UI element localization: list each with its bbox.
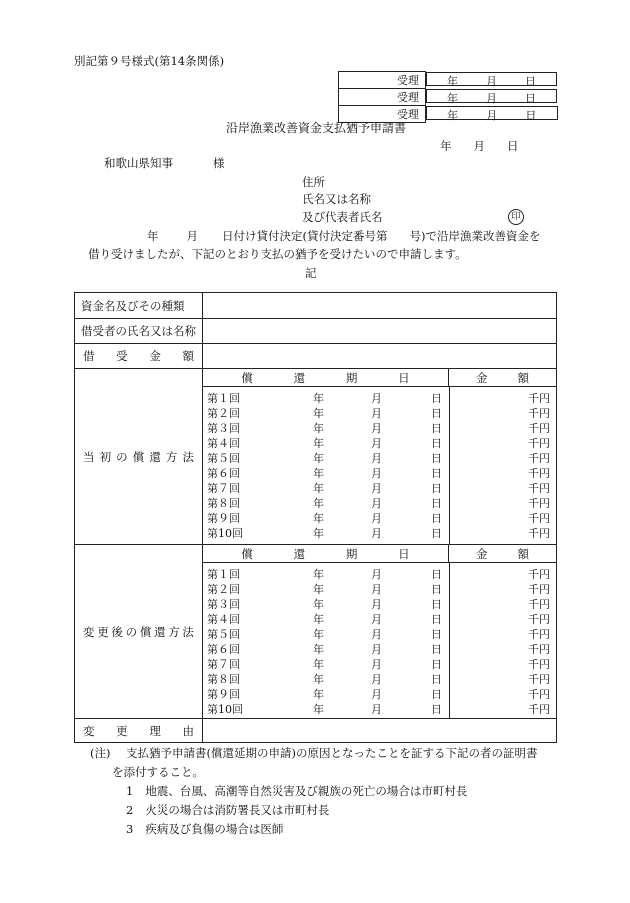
day-unit: 日: [431, 673, 442, 686]
installment-label: 第10回: [207, 527, 243, 540]
addressee: 和歌山県知事 様: [104, 156, 225, 170]
year-unit: 年: [313, 482, 324, 495]
fund-name-label: 資金名及びその種類: [75, 293, 203, 318]
year-unit: 年: [313, 568, 324, 581]
installment-row[interactable]: [203, 699, 556, 714]
seal-mark: 印: [508, 209, 524, 225]
year-unit: 年: [313, 628, 324, 641]
installment-label: 第４回: [207, 437, 240, 450]
application-date[interactable]: 年 月 日: [440, 139, 519, 153]
borrower-label: 借受者の氏名又は名称: [75, 319, 203, 343]
fund-name-row: [75, 293, 556, 319]
day-unit: 日: [431, 688, 442, 701]
receipt-row: [339, 72, 558, 89]
installment-row[interactable]: [203, 624, 556, 639]
receipt-date[interactable]: 年 月 日: [426, 72, 557, 86]
installment-row[interactable]: [203, 388, 556, 403]
notes-item: 1 地震、台風、高潮等自然災害及び親族の死亡の場合は市町村長: [126, 784, 468, 798]
year-unit: 年: [313, 673, 324, 686]
amount-unit: 千円: [528, 422, 550, 435]
installment-label: 第６回: [207, 643, 240, 656]
installment-row[interactable]: [203, 448, 556, 463]
year-unit: 年: [313, 583, 324, 596]
document-title: 沿岸漁業改善資金支払猶予申請書: [226, 121, 407, 135]
receipt-date[interactable]: 年 月 日: [426, 106, 558, 120]
day-unit: 日: [431, 703, 442, 716]
changed-repayment-section: [75, 545, 556, 719]
month-unit: 月: [371, 422, 382, 435]
change-reason-field[interactable]: [203, 719, 556, 742]
month-unit: 月: [371, 467, 382, 480]
amount-unit: 千円: [528, 703, 550, 716]
borrower-row: [75, 319, 556, 344]
receipt-date[interactable]: 年 月 日: [426, 89, 557, 103]
loan-amount-field[interactable]: [203, 344, 556, 368]
month-unit: 月: [371, 703, 382, 716]
amount-unit: 千円: [528, 688, 550, 701]
ki-mark: 記: [305, 266, 317, 280]
installment-row[interactable]: [203, 609, 556, 624]
installment-label: 第１回: [207, 392, 240, 405]
day-unit: 日: [431, 422, 442, 435]
application-table: [74, 292, 557, 743]
year-unit: 年: [313, 658, 324, 671]
installment-label: 第８回: [207, 497, 240, 510]
change-reason-row: [75, 719, 556, 742]
installment-label: 第９回: [207, 688, 240, 701]
amount-unit: 千円: [528, 407, 550, 420]
year-unit: 年: [313, 392, 324, 405]
year-unit: 年: [313, 643, 324, 656]
month-unit: 月: [371, 407, 382, 420]
installment-row[interactable]: [203, 523, 556, 538]
day-unit: 日: [431, 512, 442, 525]
change-reason-label: 変 更 理 由: [75, 719, 203, 742]
form-id: 別記第９号様式(第14条関係): [74, 54, 225, 68]
amount-header: 金 額: [476, 370, 529, 385]
installment-row[interactable]: [203, 508, 556, 523]
installment-row[interactable]: [203, 669, 556, 684]
body-line-2: 借り受けましたが、下記のとおり支払の猶予を受けたいので申請します。: [88, 247, 467, 261]
installment-label: 第３回: [207, 598, 240, 611]
month-unit: 月: [371, 583, 382, 596]
original-repayment-label: 当 初 の 償 還 方 法: [75, 369, 203, 544]
installment-label: 第５回: [207, 628, 240, 641]
receipt-label: 受理: [339, 72, 426, 89]
day-unit: 日: [431, 467, 442, 480]
installment-row[interactable]: [203, 463, 556, 478]
day-unit: 日: [431, 407, 442, 420]
amount-unit: 千円: [528, 598, 550, 611]
year-unit: 年: [313, 512, 324, 525]
amount-unit: 千円: [528, 527, 550, 540]
schedule-header: [203, 545, 556, 563]
day-unit: 日: [431, 613, 442, 626]
installment-label: 第６回: [207, 467, 240, 480]
day-unit: 日: [431, 583, 442, 596]
installment-label: 第８回: [207, 673, 240, 686]
amount-unit: 千円: [528, 497, 550, 510]
month-unit: 月: [371, 482, 382, 495]
notes-prefix: (注): [90, 746, 111, 760]
year-unit: 年: [313, 703, 324, 716]
month-unit: 月: [371, 598, 382, 611]
notes-line-2: を添付すること。: [112, 765, 204, 779]
day-unit: 日: [431, 658, 442, 671]
amount-unit: 千円: [528, 437, 550, 450]
day-unit: 日: [431, 482, 442, 495]
installment-row[interactable]: [203, 493, 556, 508]
due-date-header: 償 還 期 日: [203, 545, 449, 562]
amount-unit: 千円: [528, 613, 550, 626]
month-unit: 月: [371, 497, 382, 510]
notes-item: 2 火災の場合は消防署長又は市町村長: [126, 803, 330, 817]
month-unit: 月: [371, 688, 382, 701]
month-unit: 月: [371, 437, 382, 450]
day-unit: 日: [431, 628, 442, 641]
installment-row[interactable]: [203, 594, 556, 609]
amount-unit: 千円: [528, 568, 550, 581]
month-unit: 月: [371, 643, 382, 656]
month-unit: 月: [371, 527, 382, 540]
year-unit: 年: [313, 407, 324, 420]
installment-row[interactable]: [203, 684, 556, 699]
year-unit: 年: [313, 613, 324, 626]
amount-unit: 千円: [528, 452, 550, 465]
amount-unit: 千円: [528, 482, 550, 495]
day-unit: 日: [431, 598, 442, 611]
installment-label: 第９回: [207, 512, 240, 525]
amount-unit: 千円: [528, 643, 550, 656]
month-unit: 月: [371, 658, 382, 671]
notes-line-1: 支払猶予申請書(償還延期の申請)の原因となったことを証する下記の者の証明書: [126, 746, 538, 760]
day-unit: 日: [431, 497, 442, 510]
original-repayment-section: [75, 369, 556, 545]
receipt-row: [339, 106, 558, 123]
amount-unit: 千円: [528, 512, 550, 525]
amount-unit: 千円: [528, 392, 550, 405]
original-schedule: [203, 369, 556, 544]
installment-row[interactable]: [203, 654, 556, 669]
notes-item: 3 疾病及び負傷の場合は医師: [126, 822, 284, 836]
day-unit: 日: [431, 568, 442, 581]
amount-unit: 千円: [528, 658, 550, 671]
amount-header: 金 額: [476, 546, 529, 561]
applicant-address-label: 住所: [302, 175, 325, 189]
amount-unit: 千円: [528, 467, 550, 480]
schedule-header: [203, 369, 556, 387]
installment-row[interactable]: [203, 418, 556, 433]
fund-name-field[interactable]: [203, 293, 556, 318]
month-unit: 月: [371, 613, 382, 626]
installment-row[interactable]: [203, 564, 556, 579]
receipt-label: 受理: [339, 106, 426, 123]
amount-unit: 千円: [528, 628, 550, 641]
year-unit: 年: [313, 497, 324, 510]
month-unit: 月: [371, 452, 382, 465]
installment-row[interactable]: [203, 403, 556, 418]
changed-schedule: [203, 545, 556, 718]
installment-row[interactable]: [203, 579, 556, 594]
year-unit: 年: [313, 598, 324, 611]
installment-label: 第３回: [207, 422, 240, 435]
year-unit: 年: [313, 452, 324, 465]
receipt-box: [338, 71, 558, 123]
month-unit: 月: [371, 568, 382, 581]
year-unit: 年: [313, 688, 324, 701]
loan-amount-label: 借 受 金 額: [75, 344, 203, 368]
installment-label: 第５回: [207, 452, 240, 465]
year-unit: 年: [313, 437, 324, 450]
body-line-1: 年 月 日付け貸付決定(貸付決定番号第 号)で沿岸漁業改善資金を: [147, 229, 541, 243]
day-unit: 日: [431, 452, 442, 465]
installment-row[interactable]: [203, 478, 556, 493]
installment-label: 第１回: [207, 568, 240, 581]
installment-label: 第７回: [207, 658, 240, 671]
receipt-label: 受理: [339, 89, 426, 106]
day-unit: 日: [431, 527, 442, 540]
month-unit: 月: [371, 512, 382, 525]
month-unit: 月: [371, 392, 382, 405]
borrower-field[interactable]: [203, 319, 556, 343]
installment-label: 第２回: [207, 407, 240, 420]
amount-unit: 千円: [528, 583, 550, 596]
installment-label: 第７回: [207, 482, 240, 495]
due-date-header: 償 還 期 日: [203, 369, 449, 386]
amount-unit: 千円: [528, 673, 550, 686]
loan-amount-row: [75, 344, 556, 369]
installment-label: 第２回: [207, 583, 240, 596]
month-unit: 月: [371, 673, 382, 686]
year-unit: 年: [313, 422, 324, 435]
receipt-row: [339, 89, 558, 106]
installment-label: 第４回: [207, 613, 240, 626]
month-unit: 月: [371, 628, 382, 641]
year-unit: 年: [313, 527, 324, 540]
day-unit: 日: [431, 392, 442, 405]
changed-repayment-label: 変 更 後 の 償 還 方 法: [75, 545, 203, 718]
year-unit: 年: [313, 467, 324, 480]
installment-row[interactable]: [203, 433, 556, 448]
installment-label: 第10回: [207, 703, 243, 716]
applicant-name-label: 氏名又は名称: [302, 192, 371, 206]
applicant-rep-label: 及び代表者氏名: [302, 210, 383, 224]
day-unit: 日: [431, 643, 442, 656]
installment-row[interactable]: [203, 639, 556, 654]
day-unit: 日: [431, 437, 442, 450]
